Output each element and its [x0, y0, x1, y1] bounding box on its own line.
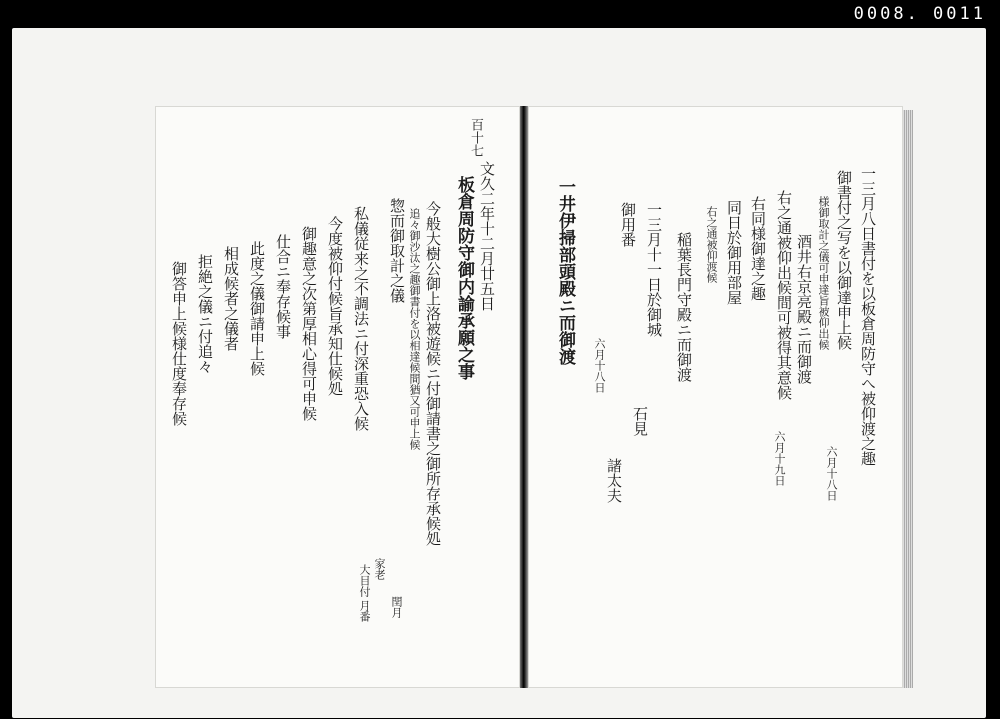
date-note-3: 六月十八日: [593, 338, 606, 393]
text-column-3: 惣而御取計之儀: [388, 198, 406, 303]
folio-number: 百十七: [468, 118, 483, 157]
text-column-2: 追々御沙汰之趣御書付を以相達候間猶又可申上候: [408, 208, 421, 450]
text-column-7: 同日於御用部屋: [725, 200, 743, 305]
text-column-5: 今度被仰付候旨承知仕候処: [326, 216, 344, 396]
text-column-11: 御用番: [619, 202, 637, 247]
date-line: 文久二年十二月廿五日: [478, 161, 496, 311]
text-column-12: 一井伊掃部頭殿ニ而御渡: [555, 178, 575, 365]
text-column-4: 私儀従来之不調法ニ付深重恐入候: [352, 206, 370, 431]
text-column-1: 一三月八日書付を以板倉周防守へ被仰渡之趣: [859, 166, 877, 466]
left-page: [155, 106, 520, 688]
text-column-5: 右之通被仰出候間可被得其意候: [775, 190, 793, 400]
signature-title-2: 大目付: [358, 564, 371, 597]
date-note-1: 六月十九日: [773, 431, 786, 486]
text-column-2: 御書付之写を以御達申上候: [835, 170, 853, 350]
text-column-7: 仕合ニ奉存候事: [274, 234, 292, 339]
text-column-1: 今般大樹公御上洛被遊候ニ付御請書之御所存承候処: [424, 201, 442, 546]
text-column-4: 酒井右京亮殿ニ而御渡: [795, 234, 813, 384]
text-column-6: 右同様御達之趣: [749, 196, 767, 301]
scan-mount: [12, 28, 986, 718]
text-column-10: 一三月十一日於御城: [645, 202, 663, 337]
text-column-9: 稲葉長門守殿ニ而御渡: [675, 232, 693, 382]
text-column-11: 御答申上候様仕度奉存候: [170, 261, 188, 426]
stamp-2: 諸太夫: [605, 458, 623, 503]
page-edges: [903, 110, 913, 688]
text-column-10: 拒絶之儀ニ付追々: [196, 254, 214, 374]
open-book: [155, 106, 903, 688]
text-column-6: 御趣意之次第厚相心得可申候: [300, 226, 318, 421]
text-column-8: 右之通被仰渡候: [705, 206, 718, 283]
book-gutter: [520, 106, 528, 688]
signature-title-1: 家老: [373, 558, 386, 580]
text-column-3: 様御取計之儀可申達旨被仰出候: [817, 196, 830, 350]
date-note-2: 六月十八日: [825, 446, 838, 501]
frame-number: 0008. 0011: [853, 4, 986, 24]
document-title: 板倉周防守御内諭承願之事: [454, 176, 474, 380]
signature-seal-2: 月番: [358, 600, 371, 622]
text-column-9: 相成候者之儀者: [222, 246, 240, 351]
right-page: [528, 106, 903, 688]
stamp-1: 石見: [631, 406, 649, 436]
text-column-8: 此度之儀御請申上候: [248, 241, 266, 376]
signature-seal-1: 閏月: [390, 596, 403, 618]
